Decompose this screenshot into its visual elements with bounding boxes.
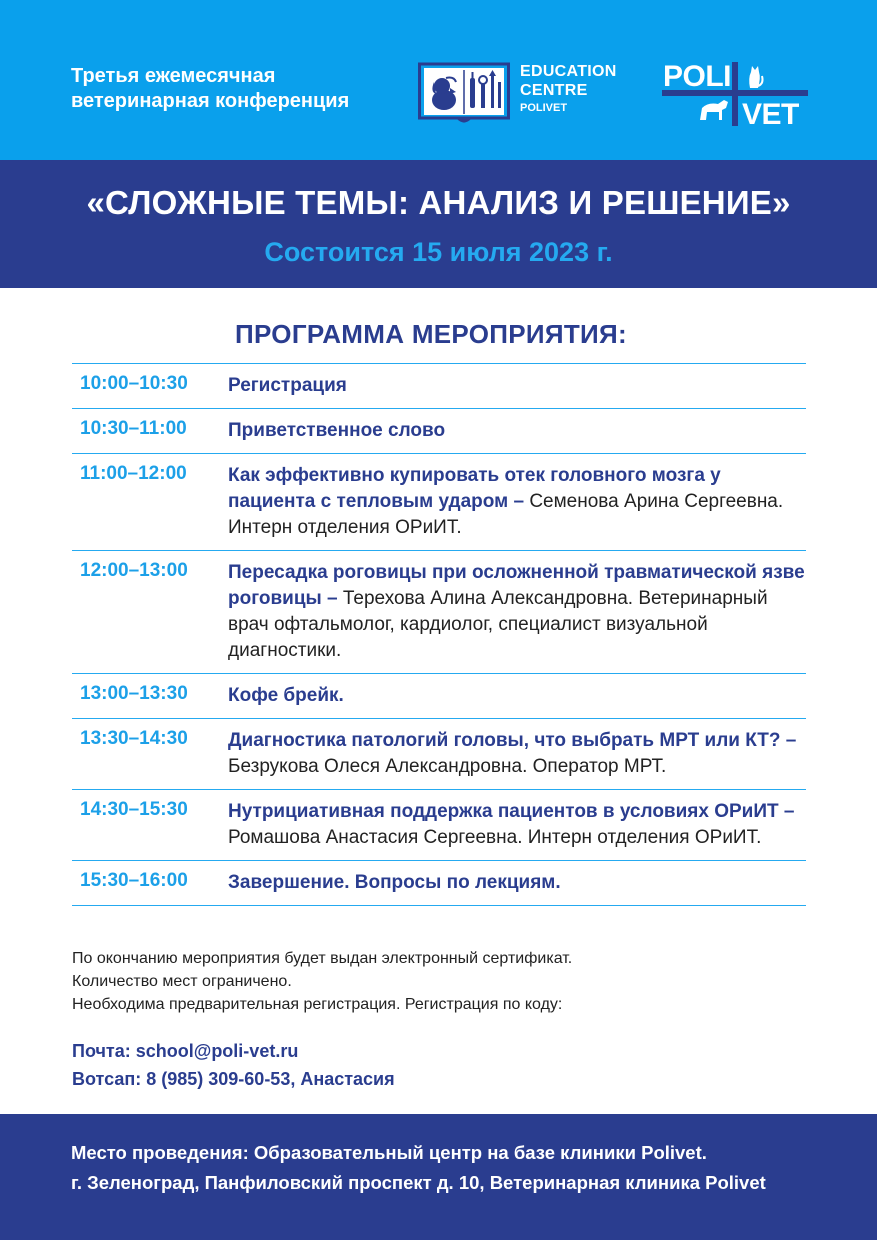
education-centre-logo bbox=[418, 62, 643, 128]
program-row bbox=[72, 454, 806, 551]
polivet-logo-vet: VET bbox=[742, 98, 799, 131]
program-row-time: 14:30–15:30 bbox=[80, 799, 188, 820]
conference-subtitle-line1: Третья ежемесячная bbox=[71, 65, 276, 87]
program-row-description bbox=[228, 870, 806, 896]
program-row bbox=[72, 861, 806, 906]
venue-line1: Место проведения: Образовательный центр на базе клиники Polivet. bbox=[71, 1142, 707, 1163]
program-heading: ПРОГРАММА МЕРОПРИЯТИЯ: bbox=[235, 319, 627, 349]
contacts-block bbox=[72, 1037, 832, 1093]
polivet-logo bbox=[660, 60, 810, 130]
program-row bbox=[72, 719, 806, 790]
note-limited-seats: Количество мест ограничено. bbox=[72, 973, 292, 990]
program-row-topic: Приветственное слово bbox=[228, 420, 446, 441]
contact-whatsapp[interactable]: Вотсап: 8 (985) 309-60-53, Анастасия bbox=[72, 1069, 395, 1089]
event-date: Состоится 15 июля 2023 г. bbox=[264, 237, 613, 267]
conference-title: «СЛОЖНЫЕ ТЕМЫ: АНАЛИЗ И РЕШЕНИЕ» bbox=[86, 184, 791, 221]
edu-logo-line2: CENTRE bbox=[520, 82, 588, 99]
notes-block bbox=[72, 947, 832, 1016]
program-row-topic: Как эффективно купировать отек головного мозга у пациента с тепловым ударом – bbox=[228, 465, 721, 512]
note-registration: Необходима предварительная регистрация. Регистрация по коду: bbox=[72, 996, 563, 1013]
program-row-description bbox=[228, 463, 806, 541]
venue-band bbox=[0, 1114, 877, 1240]
title-band bbox=[0, 160, 877, 288]
program-row-description bbox=[228, 560, 806, 664]
program-row bbox=[72, 790, 806, 861]
program-row-time: 11:00–12:00 bbox=[80, 463, 187, 484]
program-row-speaker: Терехова Алина Александровна. Ветеринарный врач офтальмолог, кардиолог, специалист визуальной диагностики. bbox=[228, 588, 768, 661]
program-row bbox=[72, 409, 806, 454]
venue-line2: г. Зеленоград, Панфиловский проспект д. 10, Ветеринарная клиника Polivet bbox=[71, 1172, 766, 1193]
program-row-speaker: Ромашова Анастасия Сергеевна. Интерн отделения ОРиИТ. bbox=[228, 827, 762, 848]
header-band bbox=[0, 0, 877, 160]
program-row-time: 13:00–13:30 bbox=[80, 683, 188, 704]
program-row-description bbox=[228, 373, 806, 399]
book-dog-instruments-icon bbox=[418, 62, 510, 128]
program-row-topic: Завершение. Вопросы по лекциям. bbox=[228, 872, 561, 893]
program-row-topic: Диагностика патологий головы, что выбрать МРТ или КТ? – bbox=[228, 730, 797, 751]
program-row-description bbox=[228, 799, 806, 851]
program-row-speaker: Безрукова Олеся Александровна. Оператор МРТ. bbox=[228, 756, 667, 777]
education-centre-wordmark bbox=[520, 62, 617, 116]
note-certificate: По окончанию мероприятия будет выдан электронный сертификат. bbox=[72, 950, 573, 967]
program-row-time: 10:30–11:00 bbox=[80, 418, 187, 439]
conference-subtitle bbox=[71, 64, 401, 114]
contact-email[interactable]: Почта: school@poli-vet.ru bbox=[72, 1041, 299, 1061]
program-row-description bbox=[228, 728, 806, 780]
polivet-logo-poli: POLI bbox=[663, 60, 732, 93]
program-row-description bbox=[228, 683, 806, 709]
venue-block bbox=[71, 1138, 861, 1198]
program-row-topic: Регистрация bbox=[228, 375, 347, 396]
program-row-speaker: Семенова Арина Сергеевна. Интерн отделения ОРиИТ. bbox=[228, 491, 784, 538]
program-row-time: 10:00–10:30 bbox=[80, 373, 188, 394]
program-row bbox=[72, 674, 806, 719]
program-table bbox=[72, 363, 806, 906]
conference-subtitle-line2: ветеринарная конференция bbox=[71, 90, 350, 112]
program-row-time: 12:00–13:00 bbox=[80, 560, 188, 581]
program-row-time: 13:30–14:30 bbox=[80, 728, 188, 749]
program-row bbox=[72, 364, 806, 409]
program-row-topic: Нутрициативная поддержка пациентов в условиях ОРиИТ – bbox=[228, 801, 795, 822]
program-row-description bbox=[228, 418, 806, 444]
program-row bbox=[72, 551, 806, 674]
program-row-time: 15:30–16:00 bbox=[80, 870, 188, 891]
program-row-topic: Кофе брейк. bbox=[228, 685, 344, 706]
edu-logo-line1: EDUCATION bbox=[520, 63, 617, 80]
program-row-topic: Пересадка роговицы при осложненной травматической язве роговицы – bbox=[228, 562, 805, 609]
edu-logo-line3: POLIVET bbox=[520, 102, 568, 114]
